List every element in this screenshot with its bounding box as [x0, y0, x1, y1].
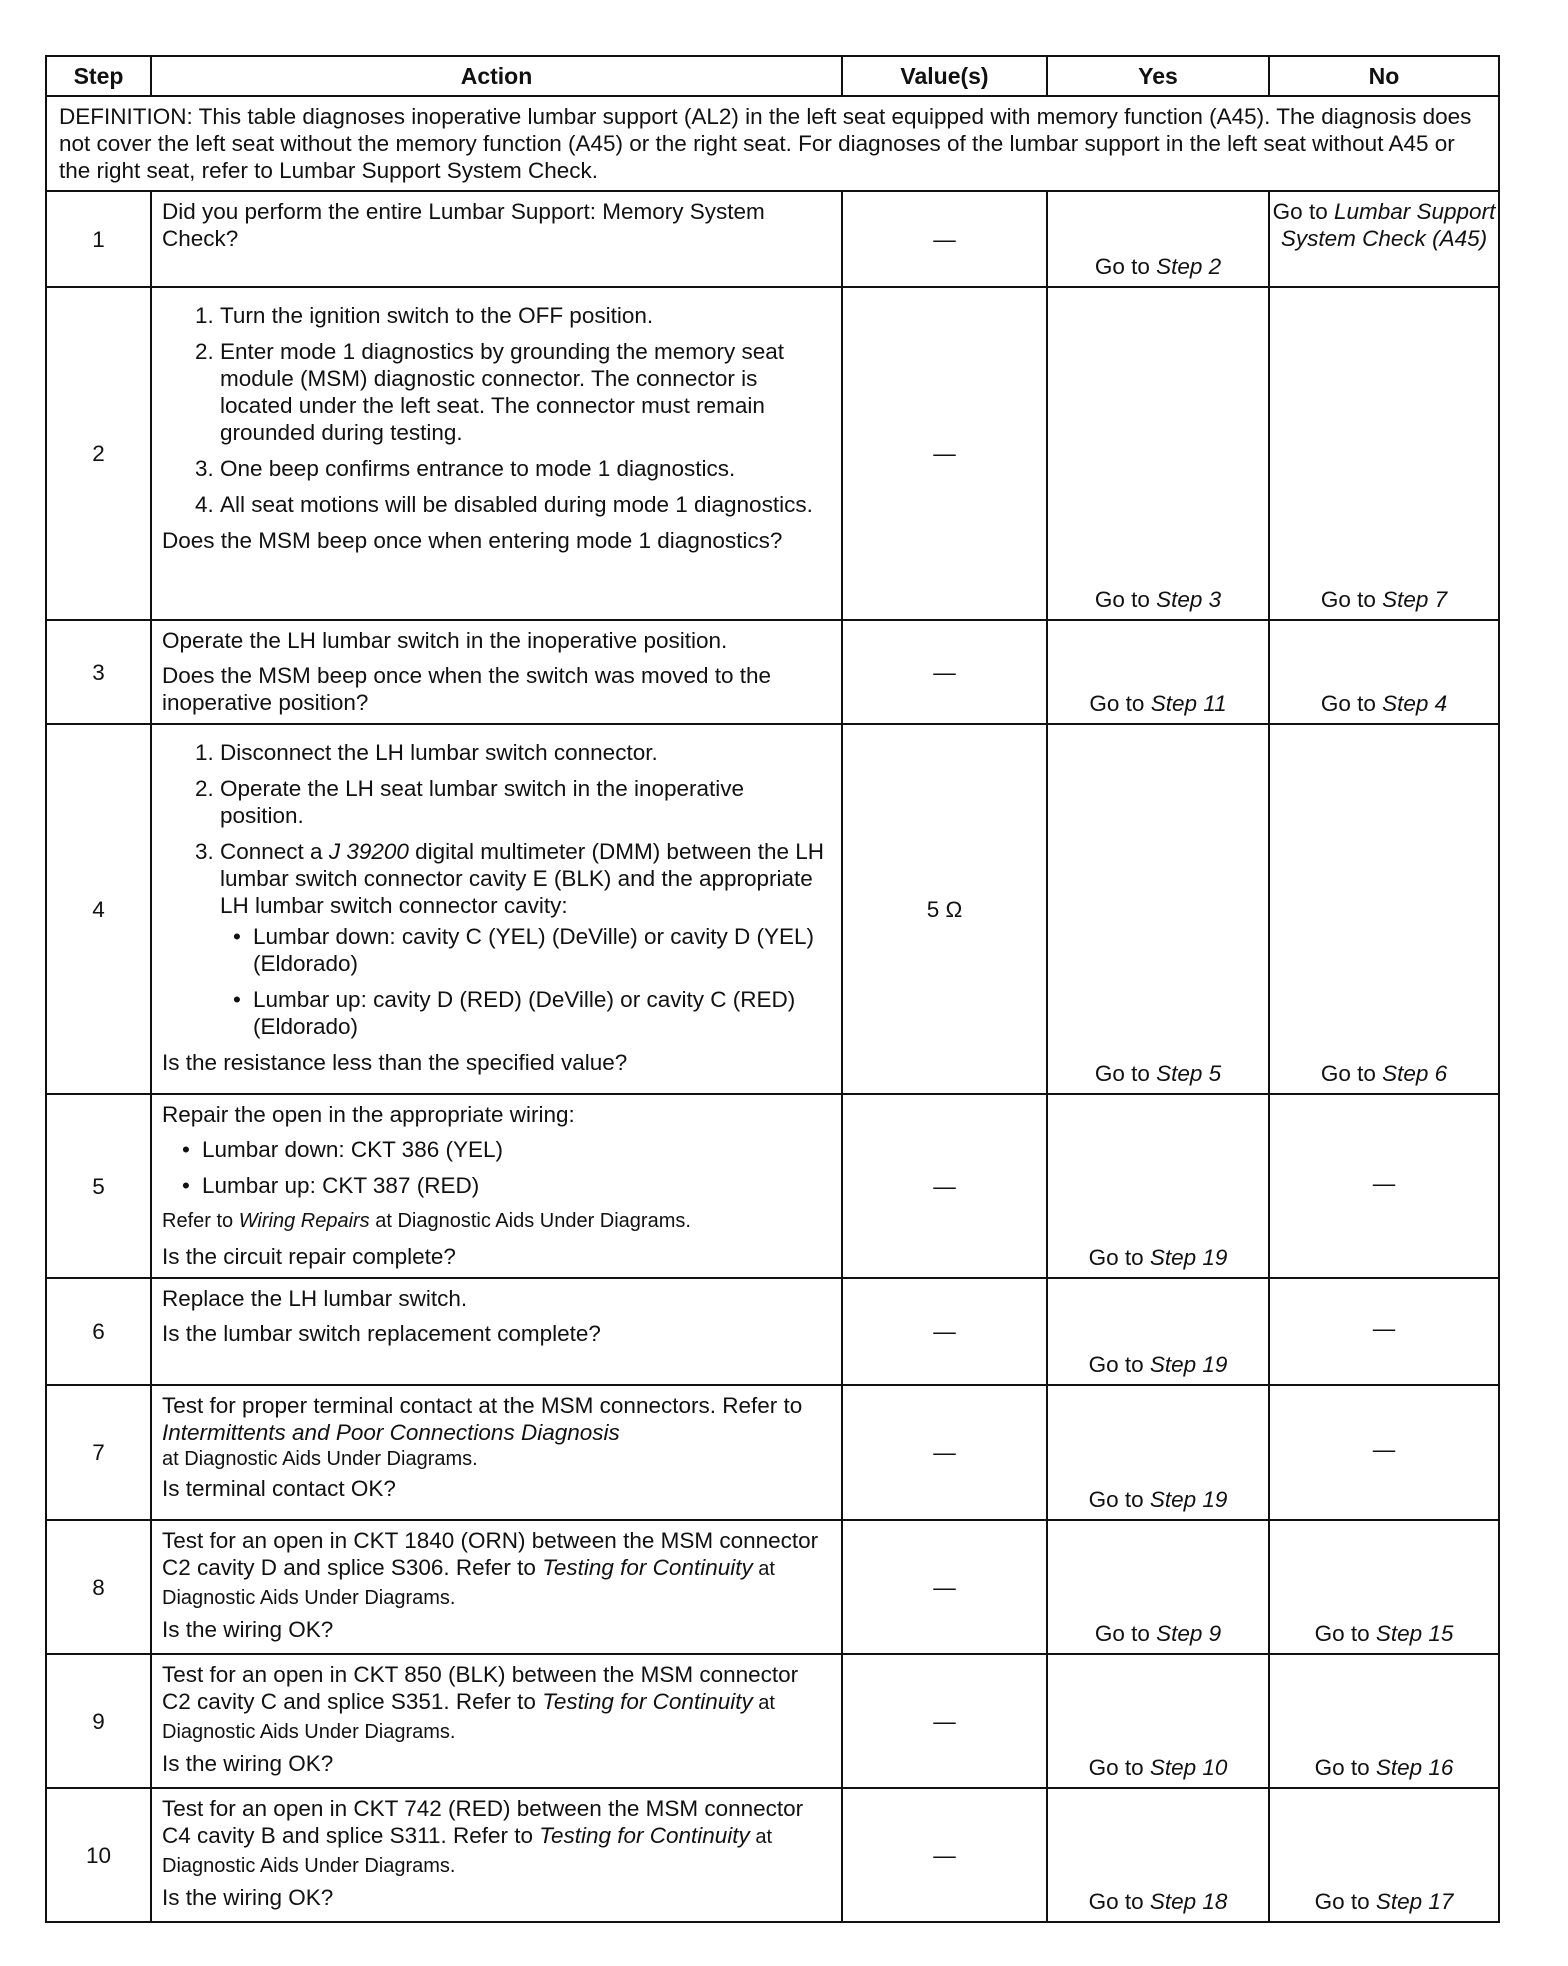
- list-item-text: digital multimeter (DMM) between the LH lumbar switch connector cavity E (BLK) and the appropriate LH lumbar switch connector cavity:: [220, 839, 825, 918]
- bullet-list: [162, 1136, 833, 1199]
- yes-cell: [1047, 287, 1269, 620]
- yes-cell: [1047, 1385, 1269, 1520]
- goto-label: Go to: [1089, 691, 1145, 716]
- goto-label: Go to: [1094, 1061, 1150, 1086]
- diagnostic-table: [45, 55, 1500, 1923]
- step-number: 3: [46, 620, 151, 724]
- step-number: 9: [46, 1654, 151, 1788]
- goto-label: Go to: [1088, 1755, 1144, 1780]
- yes-cell: [1047, 620, 1269, 724]
- reference-link[interactable]: Testing for Continuity: [542, 1555, 753, 1580]
- no-link[interactable]: Step 16: [1375, 1755, 1454, 1780]
- header-no: No: [1269, 56, 1499, 96]
- question-text: Does the MSM beep once when entering mode 1 diagnostics?: [162, 528, 783, 553]
- no-link[interactable]: Step 15: [1375, 1621, 1454, 1646]
- step-number: 2: [46, 287, 151, 620]
- no-cell: [1269, 1654, 1499, 1788]
- question-text: Is the circuit repair complete?: [162, 1244, 456, 1269]
- header-step: Step: [46, 56, 151, 96]
- list-item: 1. Turn the ignition switch to the OFF position.: [220, 302, 833, 329]
- question-text: Did you perform the entire Lumbar Support: Memory System Check?: [162, 199, 765, 251]
- header-yes: Yes: [1047, 56, 1269, 96]
- table-row: [46, 1385, 1499, 1520]
- reference-suffix: at Diagnostic Aids Under Diagrams.: [162, 1692, 775, 1743]
- no-link[interactable]: Step 17: [1375, 1889, 1454, 1914]
- yes-link[interactable]: Step 10: [1149, 1755, 1228, 1780]
- instruction-text: [162, 1795, 833, 1880]
- yes-cell: [1047, 724, 1269, 1094]
- goto-label: Go to: [1320, 691, 1376, 716]
- value-cell: 5 Ω: [842, 724, 1047, 1094]
- value-cell: —: [842, 1520, 1047, 1654]
- instruction-prefix: Test for proper terminal contact at the MSM connectors. Refer to: [162, 1393, 803, 1418]
- step-number: 6: [46, 1278, 151, 1385]
- goto-label: Go to: [1088, 1352, 1144, 1377]
- list-item: 2. Operate the LH seat lumbar switch in the inoperative position.: [220, 775, 833, 829]
- question-text: Is the wiring OK?: [162, 1617, 334, 1642]
- instruction-prefix: Test for an open in CKT 1840 (ORN) between the MSM connector C2 cavity D and splice S306. Refer to: [162, 1528, 819, 1580]
- goto-label: Go to: [1094, 587, 1150, 612]
- bullet-item: • Lumbar up: CKT 387 (RED): [202, 1172, 833, 1199]
- action-cell: [151, 620, 842, 724]
- question-text: Is the wiring OK?: [162, 1885, 334, 1910]
- goto-label: Go to: [1094, 1621, 1150, 1646]
- yes-cell: [1047, 191, 1269, 287]
- table-row: [46, 1788, 1499, 1922]
- table-row: [46, 1094, 1499, 1278]
- no-cell: [1269, 287, 1499, 620]
- yes-cell: [1047, 1654, 1269, 1788]
- reference-link[interactable]: Testing for Continuity: [542, 1689, 753, 1714]
- yes-link[interactable]: Step 9: [1156, 1621, 1222, 1646]
- reference-suffix: at Diagnostic Aids Under Diagrams.: [162, 1826, 773, 1877]
- list-item: 1. Disconnect the LH lumbar switch connector.: [220, 739, 833, 766]
- value-cell: —: [842, 1278, 1047, 1385]
- list-item-text: Connect a: [220, 839, 329, 864]
- reference-text: [162, 1208, 833, 1235]
- no-cell: —: [1269, 1278, 1499, 1385]
- reference-suffix: at Diagnostic Aids Under Diagrams.: [162, 1448, 478, 1470]
- yes-cell: [1047, 1094, 1269, 1278]
- procedure-list: [162, 302, 833, 518]
- table-row: [46, 191, 1499, 287]
- action-cell: [151, 1788, 842, 1922]
- yes-link[interactable]: Step 11: [1150, 691, 1227, 716]
- goto-label: Go to: [1088, 1245, 1144, 1270]
- list-item: [220, 838, 833, 1040]
- no-cell: [1269, 1788, 1499, 1922]
- table-header-row: [46, 56, 1499, 96]
- question-text: Does the MSM beep once when the switch was moved to the inoperative position?: [162, 663, 772, 715]
- no-link[interactable]: Step 7: [1382, 587, 1448, 612]
- value-cell: —: [842, 191, 1047, 287]
- no-link[interactable]: Step 4: [1382, 691, 1448, 716]
- action-cell: [151, 1094, 842, 1278]
- value-cell: —: [842, 1094, 1047, 1278]
- yes-link[interactable]: Step 19: [1149, 1487, 1228, 1512]
- instruction-text: [162, 1661, 833, 1746]
- action-cell: [151, 1385, 842, 1520]
- bullet-list: [220, 923, 833, 1040]
- reference-link[interactable]: Testing for Continuity: [539, 1823, 750, 1848]
- no-link[interactable]: Step 6: [1382, 1061, 1448, 1086]
- bullet-item: • Lumbar down: CKT 386 (YEL): [202, 1136, 833, 1163]
- table-row: [46, 287, 1499, 620]
- list-item: 3. One beep confirms entrance to mode 1 diagnostics.: [220, 455, 833, 482]
- bullet-item: • Lumbar down: cavity C (YEL) (DeVille) or cavity D (YEL) (Eldorado): [253, 923, 833, 977]
- goto-label: Go to: [1094, 254, 1150, 279]
- value-cell: —: [842, 1788, 1047, 1922]
- no-cell: [1269, 1520, 1499, 1654]
- instruction-text: Operate the LH lumbar switch in the inoperative position.: [162, 628, 728, 653]
- instruction-prefix: Test for an open in CKT 742 (RED) between the MSM connector C4 cavity B and splice S311. Refer to: [162, 1796, 804, 1848]
- action-cell: [151, 287, 842, 620]
- goto-label: Go to: [1314, 1621, 1370, 1646]
- instruction-text: [162, 1527, 833, 1612]
- goto-label: Go to: [1272, 199, 1328, 224]
- yes-link[interactable]: Step 18: [1149, 1889, 1228, 1914]
- goto-label: Go to: [1320, 587, 1376, 612]
- goto-label: Go to: [1314, 1889, 1370, 1914]
- step-number: 1: [46, 191, 151, 287]
- step-number: 10: [46, 1788, 151, 1922]
- reference-link[interactable]: Wiring Repairs: [238, 1210, 370, 1232]
- instruction-text: [162, 1392, 833, 1446]
- reference-suffix: at Diagnostic Aids Under Diagrams.: [369, 1210, 691, 1232]
- header-values: Value(s): [842, 56, 1047, 96]
- yes-link[interactable]: Step 5: [1156, 1061, 1222, 1086]
- yes-link[interactable]: Step 2: [1156, 254, 1222, 279]
- table-row: [46, 1654, 1499, 1788]
- reference-suffix: at Diagnostic Aids Under Diagrams.: [162, 1558, 775, 1609]
- question-text: Is the wiring OK?: [162, 1751, 334, 1776]
- question-text: Is terminal contact OK?: [162, 1476, 396, 1501]
- table-row: [46, 1278, 1499, 1385]
- list-item: 2. Enter mode 1 diagnostics by grounding the memory seat module (MSM) diagnostic connector. The connector is located under the left seat. The connector must remain grounded during testing.: [220, 338, 833, 446]
- procedure-list: [162, 739, 833, 1040]
- yes-link[interactable]: Step 19: [1149, 1352, 1228, 1377]
- action-cell: [151, 1520, 842, 1654]
- no-cell: [1269, 620, 1499, 724]
- step-number: 4: [46, 724, 151, 1094]
- list-item: 4. All seat motions will be disabled during mode 1 diagnostics.: [220, 491, 833, 518]
- yes-link[interactable]: Step 3: [1156, 587, 1222, 612]
- no-cell: [1269, 191, 1499, 287]
- table-row: [46, 724, 1499, 1094]
- value-cell: —: [842, 1385, 1047, 1520]
- goto-label: Go to: [1314, 1755, 1370, 1780]
- reference-prefix: Refer to: [162, 1210, 239, 1232]
- instruction-text: Repair the open in the appropriate wiring:: [162, 1102, 575, 1127]
- yes-cell: [1047, 1520, 1269, 1654]
- instruction-text: Replace the LH lumbar switch.: [162, 1286, 468, 1311]
- value-cell: —: [842, 1654, 1047, 1788]
- tool-name: J 39200: [328, 839, 409, 864]
- goto-label: Go to: [1088, 1889, 1144, 1914]
- definition-row: [46, 96, 1499, 191]
- yes-cell: [1047, 1278, 1269, 1385]
- action-cell: [151, 724, 842, 1094]
- yes-cell: [1047, 1788, 1269, 1922]
- table-row: [46, 1520, 1499, 1654]
- step-number: 8: [46, 1520, 151, 1654]
- question-text: Is the resistance less than the specified value?: [162, 1050, 628, 1075]
- step-number: 5: [46, 1094, 151, 1278]
- yes-link[interactable]: Step 19: [1149, 1245, 1228, 1270]
- action-cell: [151, 1654, 842, 1788]
- action-cell: [151, 191, 842, 287]
- no-cell: —: [1269, 1385, 1499, 1520]
- no-cell: —: [1269, 1094, 1499, 1278]
- header-action: Action: [151, 56, 842, 96]
- action-cell: [151, 1278, 842, 1385]
- instruction-prefix: Test for an open in CKT 850 (BLK) between the MSM connector C2 cavity C and splice S351. Refer to: [162, 1662, 799, 1714]
- goto-label: Go to: [1320, 1061, 1376, 1086]
- value-cell: —: [842, 287, 1047, 620]
- goto-label: Go to: [1088, 1487, 1144, 1512]
- no-link[interactable]: Lumbar Support System Check (A45): [1280, 199, 1496, 251]
- step-number: 7: [46, 1385, 151, 1520]
- reference-link[interactable]: Intermittents and Poor Connections Diagnosis: [162, 1420, 620, 1445]
- question-text: Is the lumbar switch replacement complete?: [162, 1321, 601, 1346]
- definition-text: DEFINITION: This table diagnoses inoperative lumbar support (AL2) in the left seat equipped with memory function (A45). The diagnosis does not cover the left seat without the memory function (A45) or the right seat. For diagnoses of the lumbar support in the left seat without A45 or the right seat, refer to Lumbar Support System Check.: [46, 96, 1499, 191]
- bullet-item: • Lumbar up: cavity D (RED) (DeVille) or cavity C (RED) (Eldorado): [253, 986, 833, 1040]
- table-row: [46, 620, 1499, 724]
- no-cell: [1269, 724, 1499, 1094]
- value-cell: —: [842, 620, 1047, 724]
